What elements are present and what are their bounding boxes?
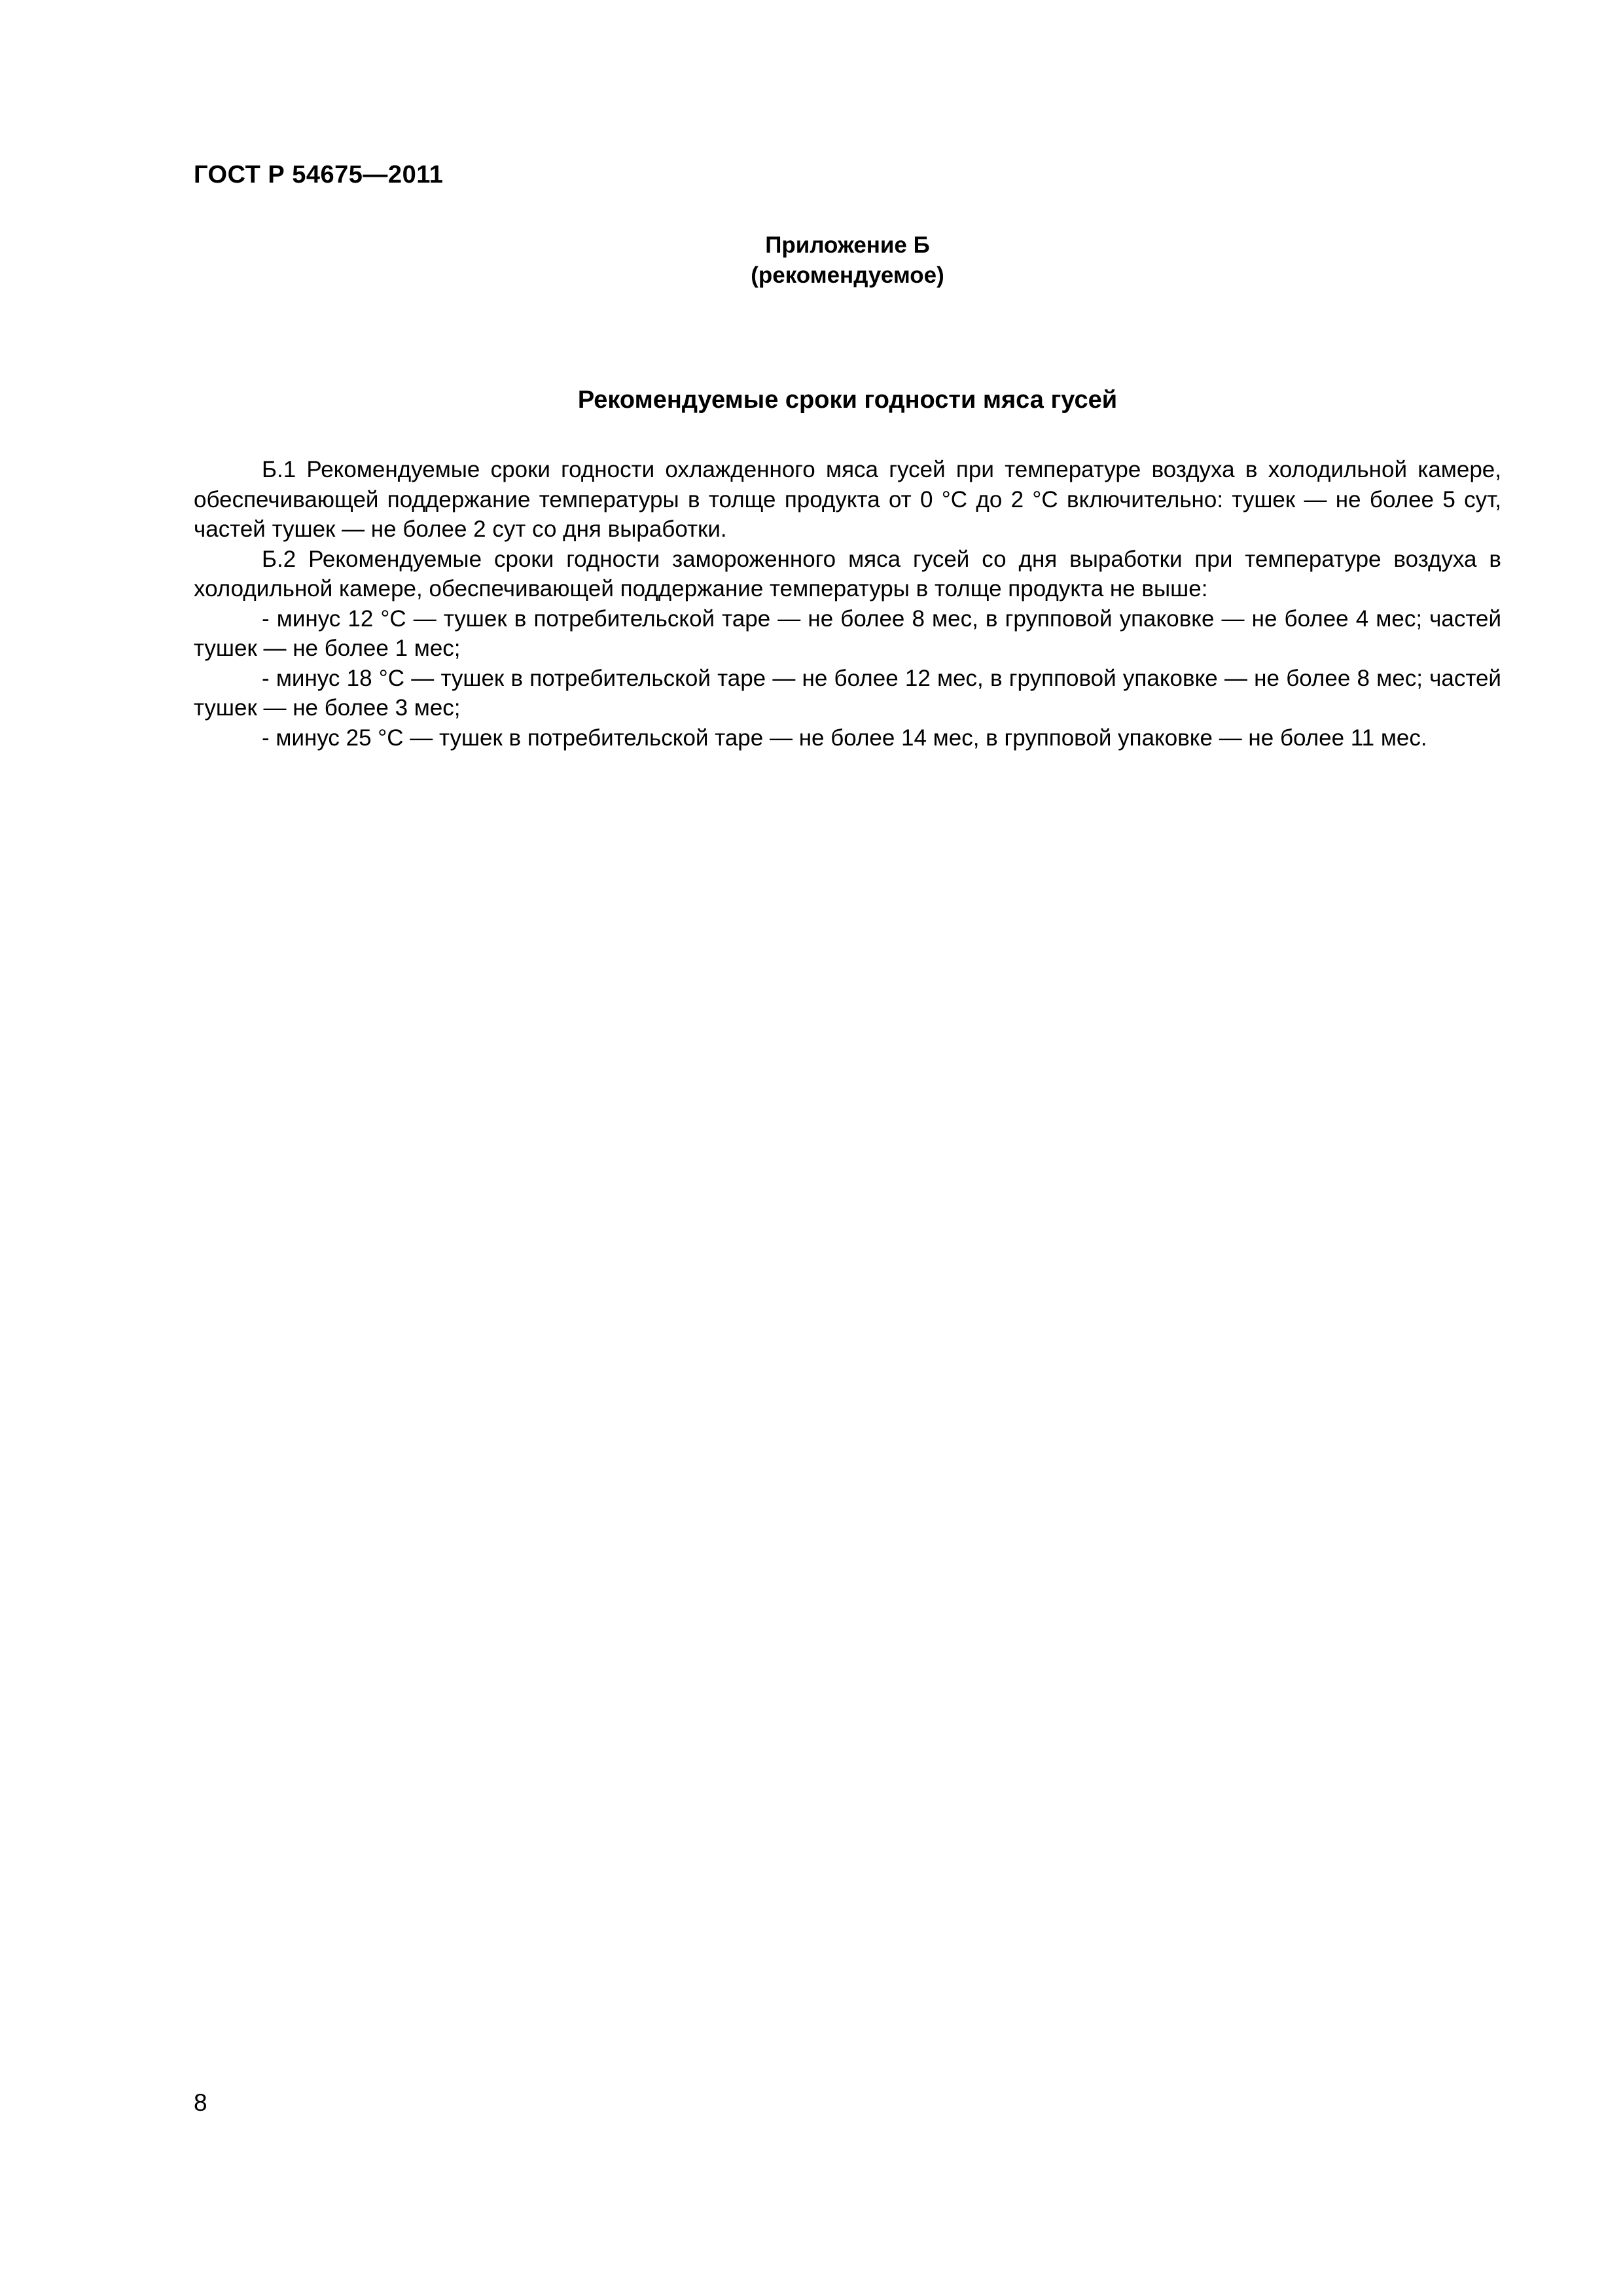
list-item-minus-25: - минус 25 °С — тушек в потребительской таре — не более 14 мес, в групповой упаковке — не более 11 мес. xyxy=(262,725,1427,751)
appendix-title: Приложение Б xyxy=(765,232,930,258)
paragraph-b2: Б.2 Рекомендуемые сроки годности замороженного мяса гусей со дня выработки при температуре воздуха в холодильной камере, обеспечивающей поддержание температуры в толще продукта не выше: xyxy=(194,546,1501,601)
paragraph-b1: Б.1 Рекомендуемые сроки годности охлажденного мяса гусей при температуре воздуха в холодильной камере, обеспечивающей поддержание температуры в толще продукта от 0 °С до 2 °С включительно: тушек — не более 5 сут, частей тушек — не более 2 сут со дня выработки. xyxy=(194,457,1501,542)
appendix-heading xyxy=(194,230,1501,291)
standard-code-header: ГОСТ Р 54675—2011 xyxy=(194,161,444,188)
list-item-minus-18: - минус 18 °С — тушек в потребительской таре — не более 12 мес, в групповой упаковке — не более 8 мес; частей тушек — не более 3 мес; xyxy=(194,665,1501,721)
list-item-minus-12: - минус 12 °С — тушек в потребительской таре — не более 8 мес, в групповой упаковке — не более 4 мес; частей тушек — не более 1 мес; xyxy=(194,605,1501,661)
section-title: Рекомендуемые сроки годности мяса гусей xyxy=(577,386,1118,414)
page-number: 8 xyxy=(194,2089,207,2116)
document-body xyxy=(194,455,1501,753)
appendix-status: (рекомендуемое) xyxy=(751,262,944,288)
